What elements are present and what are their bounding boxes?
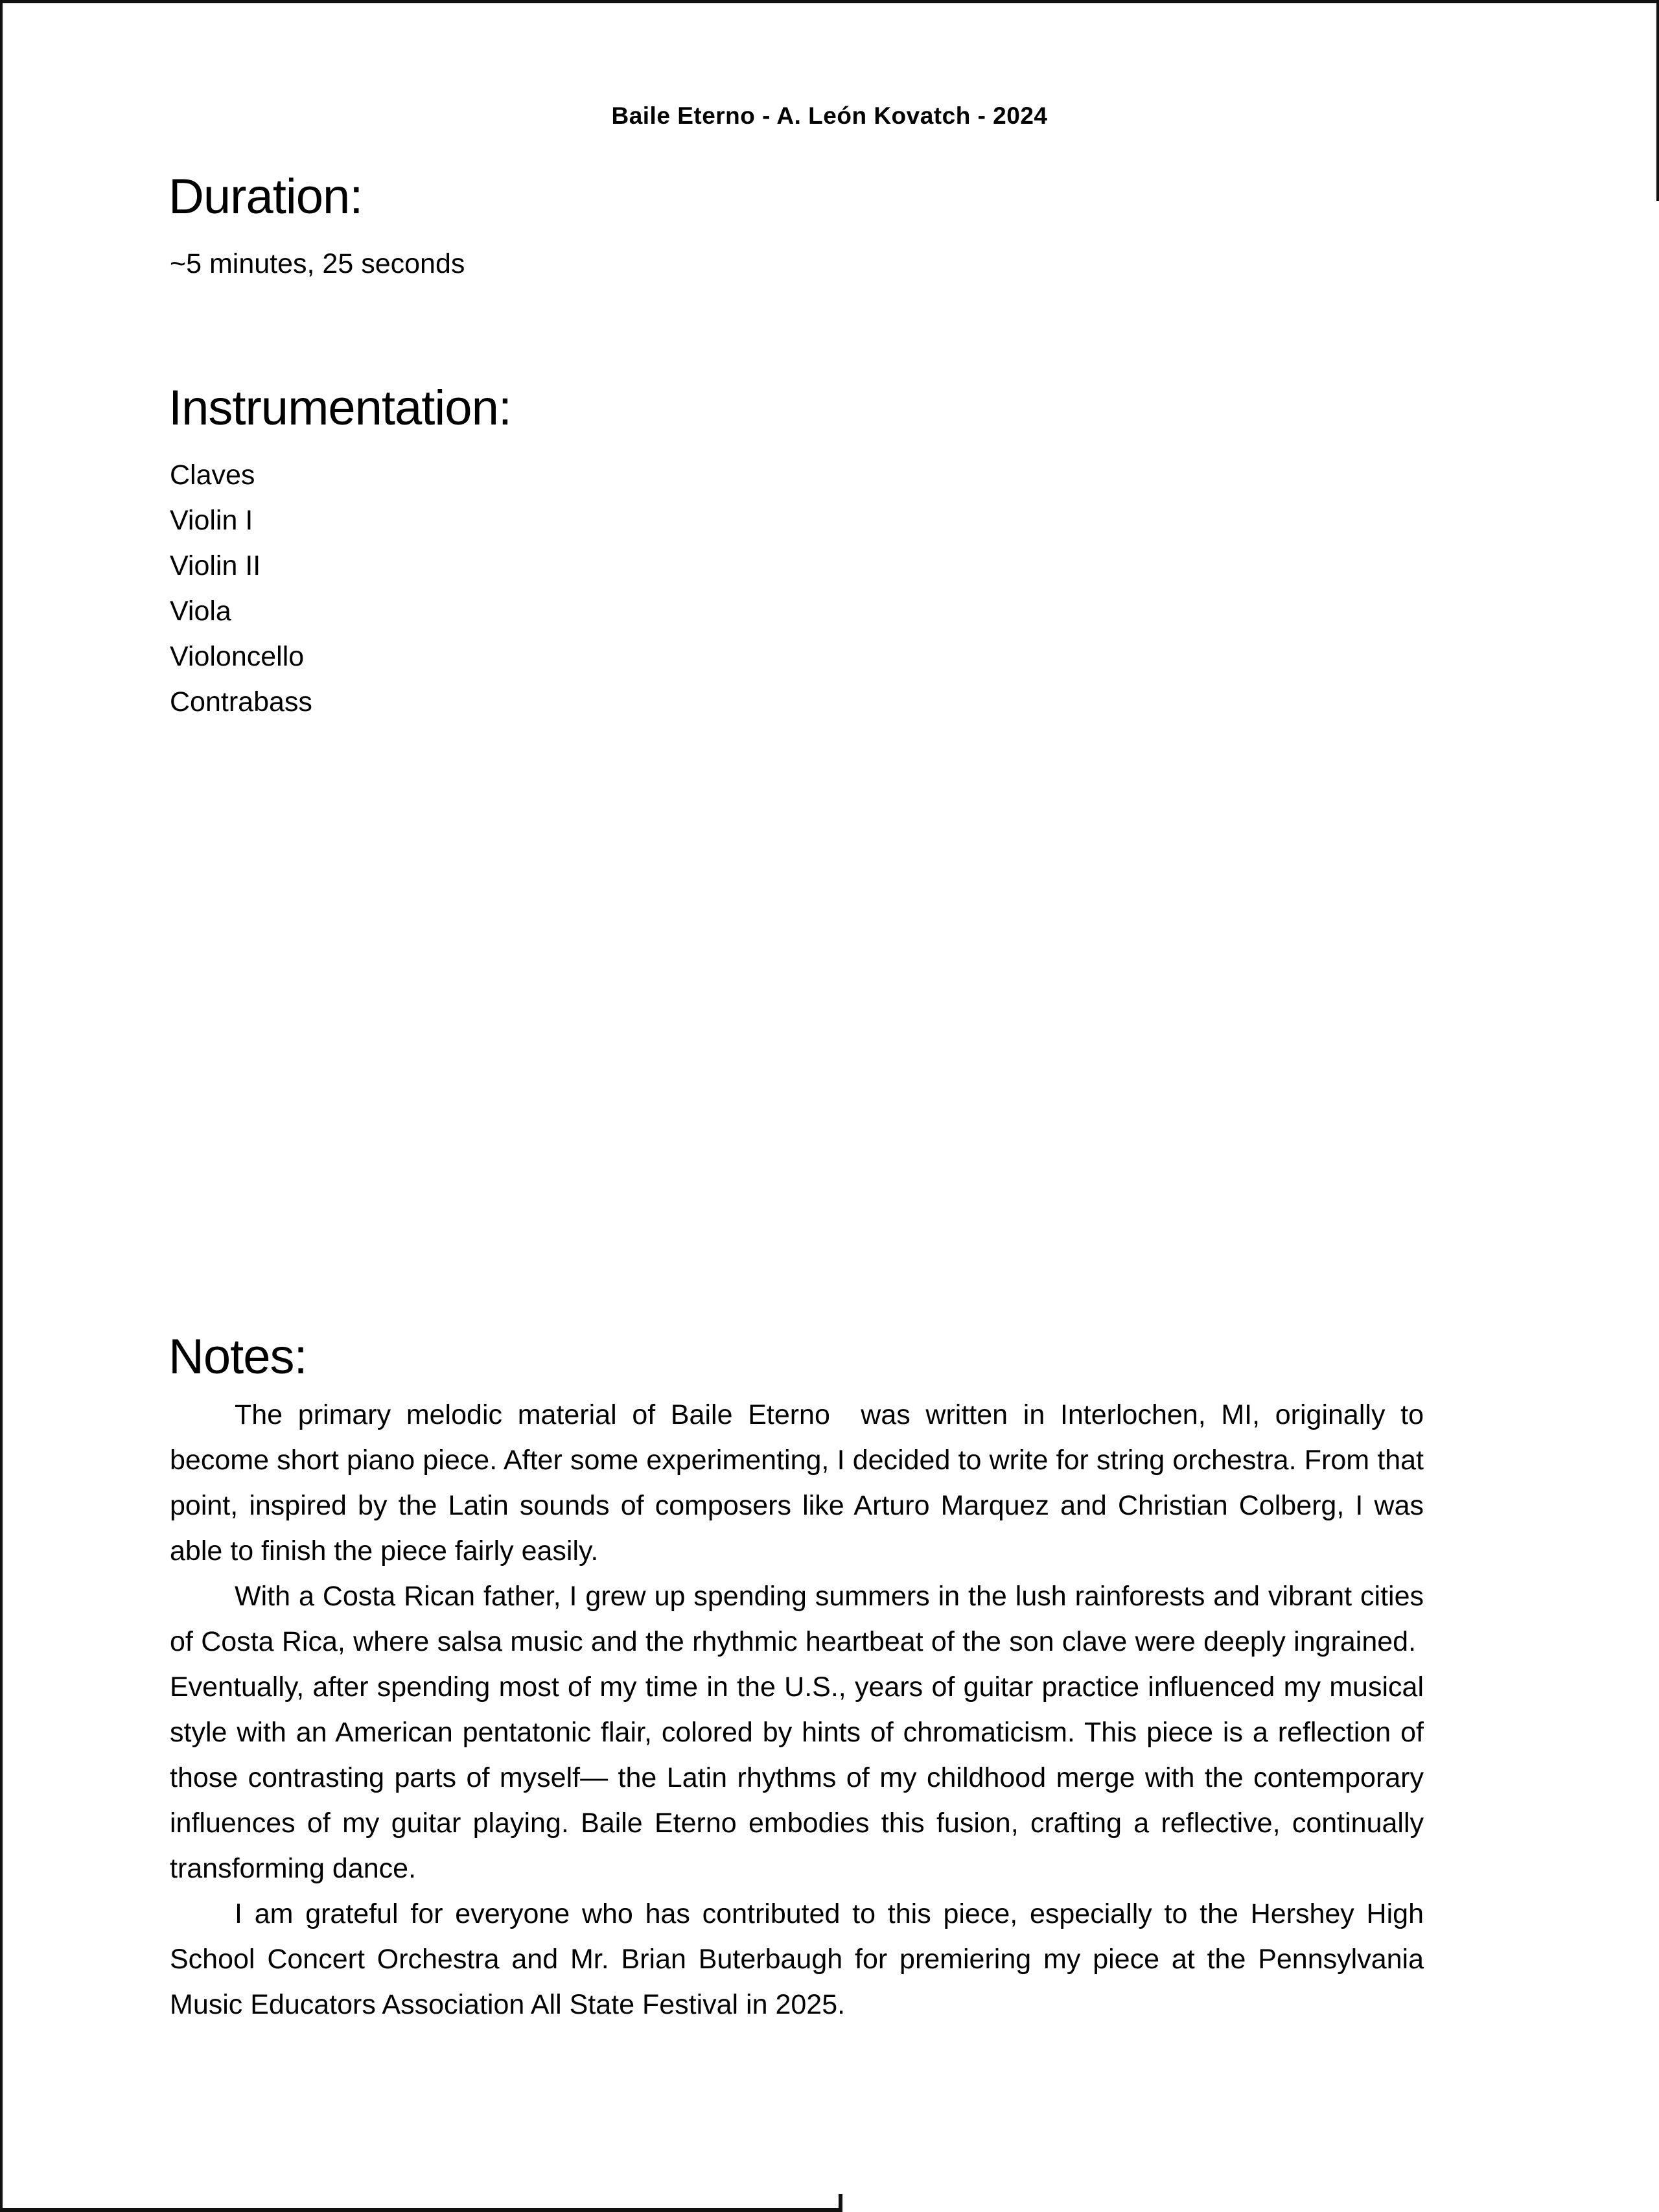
instrumentation-heading: Instrumentation: [168,380,511,436]
instrument-item-contrabass: Contrabass [170,686,312,717]
notes-paragraph-3: I am grateful for everyone who has contributed to this piece, especially to the Hershey High School Concert Orchestra and Mr. Brian Buterbaugh for premiering my piece at the Pennsylvania Music Educators Association All State Festival in 2025. [170,1898,1424,2020]
instrument-item-violoncello: Violoncello [170,641,305,672]
duration-value: ~5 minutes, 25 seconds [170,248,465,279]
page-frame-bottom-line [0,2208,842,2212]
notes-heading: Notes: [168,1329,307,1384]
instrument-item-claves: Claves [170,460,255,491]
notes-paragraph-2: With a Costa Rican father, I grew up spending summers in the lush rainforests and vibrant cities of Costa Rica, where salsa music and the rhythmic heartbeat of the son clave were deeply ingrained. Eventually, after spending most of my time in the U.S., years of guitar practice influenced my musical style with an American pentatonic flair, colored by hints of chromaticism. This piece is a reflection of those contrasting parts of myself— the Latin rhythms of my childhood merge with the contemporary influences of my guitar playing. Baile Eterno embodies this fusion, crafting a reflective, continually transforming dance. [170,1581,1424,1884]
instrument-list [170,452,312,725]
duration-heading: Duration: [168,169,363,224]
notes-body [170,1392,1424,2027]
instrument-item-violin-1: Violin I [170,505,253,536]
page-frame-right-line [1656,0,1659,201]
document-title: Baile Eterno - A. León Kovatch - 2024 [611,102,1048,129]
notes-paragraph-1: The primary melodic material of Baile Eterno was written in Interlochen, MI, originally to become short piano piece. After some experimenting, I decided to write for string orchestra. From that point, inspired by the Latin sounds of composers like Arturo Marquez and Christian Colberg, I was able to finish the piece fairly easily. [170,1399,1424,1566]
page-frame-bottom-tick [839,2194,842,2212]
page-frame-left-line [0,0,3,2212]
page-frame-top-line [0,0,1659,3]
instrument-item-violin-2: Violin II [170,550,261,581]
instrument-item-viola: Viola [170,596,231,627]
